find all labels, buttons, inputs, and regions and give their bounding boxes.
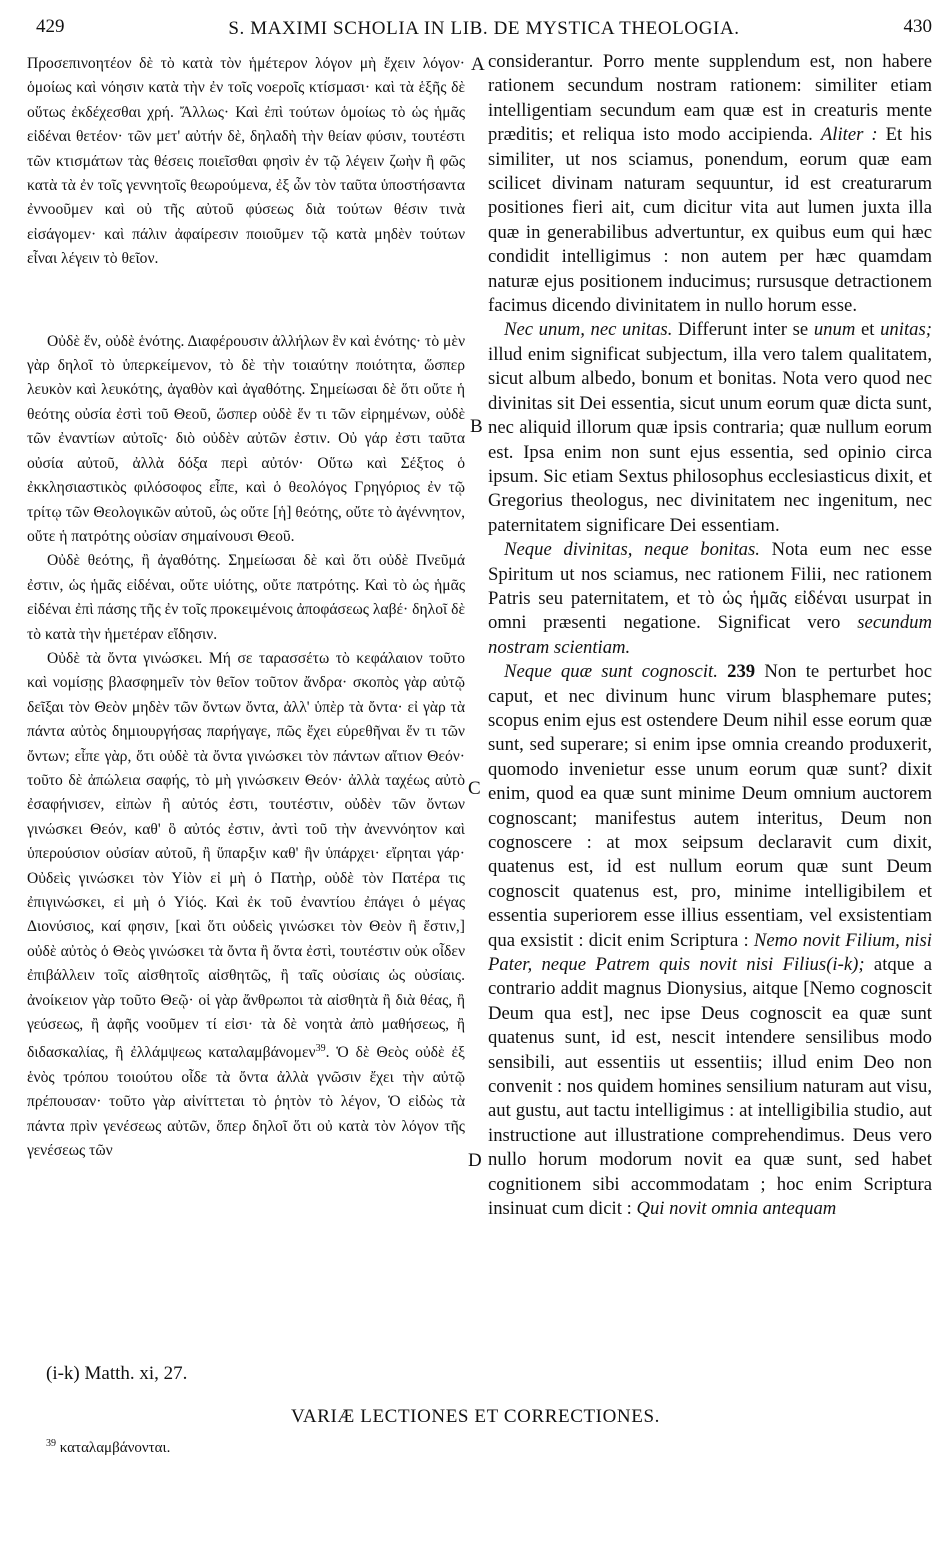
variae-lectiones-title: VARIÆ LECTIONES ET CORRECTIONES. <box>291 1406 660 1427</box>
latin-text: Nota eum nec esse Spiritum ut nos sciamus, nec rationem Filii, nec rationem Patris seu paternitatem, et τὸ ὡς ἡμᾶς εἰδέναι usurpat in omni præsenti negatione. Significat vero <box>488 539 932 634</box>
lemma: Neque quæ sunt cognoscit. <box>504 661 718 683</box>
latin-italic: unum <box>813 319 856 341</box>
margin-letter-d: D <box>468 1150 482 1171</box>
latin-paragraph <box>488 660 932 1221</box>
latin-paragraph <box>488 50 932 318</box>
greek-paragraph: Οὐδὲ θεότης, ἢ ἀγαθότης. Σημείωσαι δὲ καὶ ὅτι οὐδὲ Πνεῦμά ἐστιν, ὡς ἡμᾶς εἰδέναι, οὔτε υἱότης, οὔτε πατρότης. Καὶ τὸ ὡς ἡμᾶς εἰδέναι ἐπὶ πάσης τῆς ἐν τοῖς προκειμένοις ἀποφάσεως λαβέ· δηλοῖ δὲ τὸ κατὰ τὴν ἡμετέραν εἴδησιν. <box>27 552 466 643</box>
variant-note-text: καταλαμβάνονται. <box>59 1440 171 1456</box>
latin-paragraph <box>488 318 932 538</box>
lemma: Neque divinitas, neque bonitas. <box>504 539 760 561</box>
running-title: S. MAXIMI SCHOLIA IN LIB. DE MYSTICA THEOLOGIA. <box>228 18 740 39</box>
latin-text: Non te perturbet hoc caput, et nec divinum hunc virum blasphemare putes; scopus enim ejus est ostendere Deum nihil esse eorum quæ sunt, sed superare; si enim ipse omnia creando produxerit, quomodo invenietur esse unum eorum quæ sunt? dixit enim, quod ea quæ sunt minime Deum omnium auctorem cognoscant; manifestus autem interitus, Deum non cognoscere : at mox seipsum declaravit cum dixit, quatenus est, id est nullum eorum quæ sunt Deum cognoscit quatenus est, pro, minime intelligibilem et essentia superiorem esse illius essentiam, vel exsistentiam qua exsistit : dicit enim Scriptura : <box>488 661 933 951</box>
greek-text: . Ὁ δὲ Θεὸς οὐδὲ ἐξ ἑνὸς τρόπου τοιούτου οἶδε τὰ ὄντα ἀλλὰ γνῶσιν ἔχει τὴν αὐτῷ πρέπουσαν· τοῦτο γὰρ αἰνίττεται τὸ ῥητὸν τὸ λέγον, Ὁ εἰδὼς τὰ πάντα πρὶν γενέσεως αὐτῶν, ὅπερ δηλοῖ ὅτι οὐ κατὰ τὸν λόγον τῆς γενέσεως τῶν <box>27 1044 465 1160</box>
greek-text: Οὐδὲ τὰ ὄντα γινώσκει. Μή σε ταρασσέτω τὸ κεφάλαιον τοῦτο καὶ νομίσῃς βλασφημεῖν τὸν θεῖον τοῦτον ἄνδρα· σκοπὸς γὰρ αὐτῷ δεῖξαι τὸν Θεὸν μηδὲν τῶν ὄντων ὄντα, ἀλλ' ὑπὲρ τὰ ὄντα· εἰ γὰρ τὰ πάντα αὐτὸς δημιουργήσας παρήγαγε, πῶς ἔχει εὑρεθῆναι ἕν τι τῶν ὄντων; εἶπε γὰρ, ὅτι οὐδὲ τὰ ὄντα γινώσκει τὸν πάντων αἴτιον Θεόν· τοῦτο δὲ ἀπώλεια σαφής, τὸ μὴ γινώσκειν Θεόν· ἀλλὰ ταχέως αὐτὸ ἐσαφήνισεν, εἰπὼν ἢ αὐτός ἐστι, τουτέστιν, οὐδὲν τῶν ὄντων γινώσκει Θεόν, καθ' ὃ αὐτός ἐστιν, ἀντὶ τοῦ τὴν ἀνεννόητον καὶ ὑπερούσιον οὐσίαν αὐτοῦ, ἢ ὕπαρξιν καθ' ἣν ὑπάρχει· εἴρηται γάρ· Οὐδεὶς γινώσκει τὸν Υἱὸν εἰ μὴ ὁ Πατὴρ, οὐδὲ τὸν Πατέρα τις ἐπιγινώσκει, εἰ μὴ ὁ Υἱός. Καὶ ἐκ τοῦ ἐναντίου ἐπάγει ὁ μέγας Διονύσιος, καί φησιν, [καὶ ὅτι οὐδεὶς γινώσκει τὸν Θεὸν ἢ ἔστιν,] οὐδὲ αὐτὸς ὁ Θεὸς γινώσκει τὰ ὄντα ἢ ὄντα ἐστὶ, τουτέστιν οὐκ οἶδεν ἐπιβάλλειν τοῖς αἰσθητοῖς αἰσθητῶς, ἢ ταῖς οὐσίαις ὡς οὐσίαις. ἀνοίκειον γὰρ τοῦτο Θεῷ· οἱ γὰρ ἄνθρωποι τὰ αἰσθητὰ ἢ διὰ θέας, ἢ γεύσεως, ἢ ἀφῆς νοοῦμεν τί εἰσι· τὰ δὲ νοητὰ ἀπὸ μαθήσεως, ἢ διδασκαλίας, ἢ ἐλλάμψεως καταλαμβάνομεν <box>27 649 465 1062</box>
variant-note-number: 39 <box>46 1438 56 1449</box>
latin-text: considerantur. Porro mente supplendum est, non habere rationem secundum nostram rationem: similiter etiam intelligentiam secundum eam quæ est in creaturis mente præditis; et reliqua isto modo accipienda. <box>488 51 932 146</box>
aliter-word: Aliter : <box>820 124 878 146</box>
column-number: 239 <box>727 661 756 683</box>
page-number-right: 430 <box>903 16 932 37</box>
margin-letter-b: B <box>470 416 483 437</box>
footnote-ref: (i-k); <box>826 954 865 976</box>
variant-note-ref: 39 <box>315 1043 326 1055</box>
latin-column <box>488 50 932 1222</box>
latin-text: atque a contrario addit magnus Dionysius, aitque [Nemo cognoscit Deum qua est], nec ipse Deus cognoscit ea quæ sunt quatenus sunt, id est, nescit intendere sensilibus modo sensibili, aut essentiis ut essentiis; illud enim Deo non convenit : nos quidem homines sensilium naturam aut visu, aut gustu, aut tactu intelligimus : at intelligibilia studio, aut instructione aut illustratione comprehendimus. Deus vero nullo horum modorum novit ea quæ sunt, sed habet cognitionem sibi accommodatam ; hoc enim Scriptura insinuat cum dicit : <box>488 954 933 1220</box>
margin-letter-a: A <box>471 54 485 75</box>
latin-italic: secundum nostram scientiam. <box>488 612 933 658</box>
scripture-quote: Nemo novit Filium, nisi Pater, neque Patrem quis novit nisi Filius <box>488 929 932 976</box>
variant-note <box>46 1438 170 1457</box>
greek-paragraph <box>27 647 465 1164</box>
greek-paragraph: Προσεπινοητέον δὲ τὸ κατὰ τὸν ἡμέτερον λόγον μὴ ἔχειν λόγον· ὁμοίως καὶ νόησιν κατὰ τὴν ἐν τοῖς νοεροῖς κτίσμασι· καὶ τὰ ἑξῆς δὲ οὕτως ἐκδέχεσθαι χρή. Ἄλλως· Καὶ ἐπὶ τούτων ὁμοίως τὸ ὡς ἡμᾶς εἰδέναι θετέον· τῶν μετ' αὐτήν δὲ, δηλαδὴ τὴν θείαν φύσιν, τουτέστι τῶν κτισμάτων τὰς θέσεις ποιεῖσθαι φησὶν ἐν τῷ λέγειν ζωὴν ἢ φῶς κατὰ τὰ ἐν τοῖς γεννητοῖς θεωρούμενα, ἐξ ὧν τὸν ταῦτα ὑποστήσαντα ἐννοοῦμεν καὶ οὐ τῆς αὐτοῦ φύσεως διὰ τούτων θέσιν τινὰ εἰσάγομεν· καὶ πάλιν ἀφαίρεσιν ποιοῦμεν τῷ κατὰ μηδὲν τούτων εἶναι λέγειν τὸ θεῖον. <box>27 55 465 268</box>
greek-paragraph: Οὐδὲ ἕν, οὐδὲ ἑνότης. Διαφέρουσιν ἀλλήλων ἓν καὶ ἑνότης· τὸ μὲν γὰρ δηλοῖ τὸ ὑπερκείμενον, τὸ δὲ τὴν τοιαύτην ποιότητα, ὥσπερ λευκὸν καὶ λευκότης, ἀγαθὸν καὶ ἀγαθότης. Σημείωσαι δὲ ὅτι οὔτε ἡ θεότης οὐσία ἐστὶ τοῦ Θεοῦ, ὥσπερ οὐδὲ ἕν τι τῶν εἰρημένων, οὐδὲ τῶν ἐναντίων αὐτοῖς· διὸ οὐδὲν αὐτῶν ἐστιν. Οὐ γάρ ἐστι ταῦτα οὐσία αὐτοῦ, ἀλλὰ δόξα περὶ αὐτόν· Οὕτω καὶ Σέξτος ὁ ἐκκλησιαστικὸς φιλόσοφος εἶπε, καὶ ὁ θεολόγος Γρηγόριος ἐν τῷ τρίτῳ τῶν Θεολογικῶν αὐτοῦ, ὡς οὔτε [ἡ] θεότης, οὔτε τὸ ἀγέννητον, οὔτε ἡ πατρότης οὐσίαν σημαίνουσι Θεοῦ. <box>27 332 465 545</box>
scripture-quote: Qui novit omnia antequam <box>636 1198 837 1220</box>
lemma: Nec unum, nec unitas. <box>504 319 673 341</box>
footnote: (i-k) Matth. xi, 27. <box>46 1363 188 1384</box>
page-number-left: 429 <box>36 16 65 37</box>
latin-italic: unitas; <box>880 319 932 341</box>
greek-column <box>27 52 465 1164</box>
latin-text: illud enim significat subjectum, illa vero talem qualitatem, sicut album albedo, bonum et bonitas. Nota vero quod nec divinitas sit Dei essentia, sicut unum eorum quæ dicta sunt, nec aliquid illorum quæ ipsis contraria; quæ nullum eorum est. Ipsa enim non sunt ejus essentia, sed opinio circa ipsum. Sic etiam Sextus philosophus ecclesiasticus dixit, et Gregorius theologus, nec divinitatem nec ingenitum, nec paternitatem significare Dei essentiam. <box>488 343 932 536</box>
latin-text: et <box>860 319 875 341</box>
latin-text: Et his similiter, ut nos sciamus, ponendum, eorum quæ eam scilicet divinam naturam sequuntur, id est creaturarum positiones fieri ait, cum dicitur vita aut lumen juxta illa quæ in generabilibus advertuntur, ex quibus eum qui hæc condidit intelligimus : non autem per hæc quamdam naturæ ejus positionem inducimus; rursusque detractionem facimus dicendo divinitatem in nullo horum esse. <box>488 124 933 317</box>
latin-paragraph <box>488 538 932 660</box>
latin-text: Differunt inter se <box>677 319 809 341</box>
margin-letter-c: C <box>468 778 481 799</box>
running-header <box>36 16 932 46</box>
